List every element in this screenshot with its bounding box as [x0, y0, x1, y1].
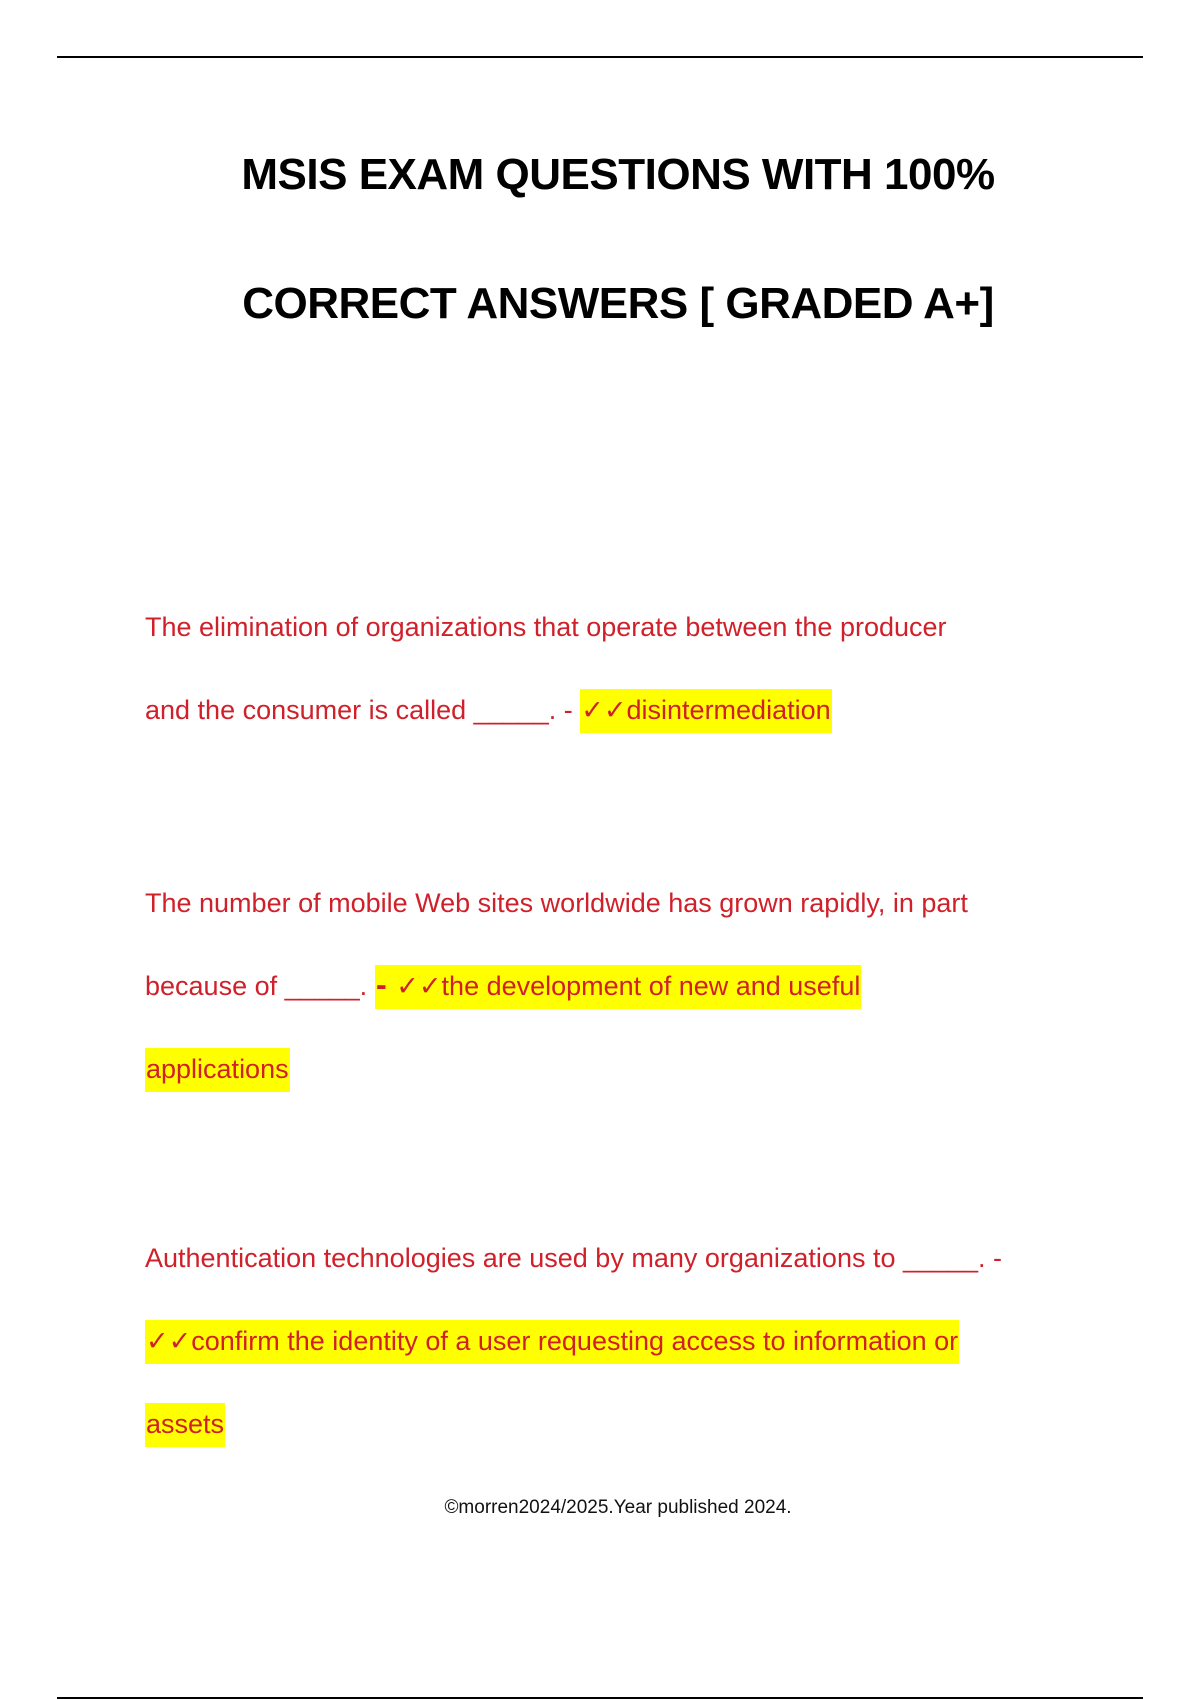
question-2-text-line-1: The number of mobile Web sites worldwide has grown rapidly, in part [145, 888, 968, 918]
question-1-answer-text: disintermediation [626, 695, 831, 725]
question-2-answer-text-2: applications [145, 1048, 290, 1092]
document-title-line-2: CORRECT ANSWERS [ GRADED A+] [242, 279, 994, 328]
question-2-prefix: because of _____. [145, 971, 375, 1001]
question-3-answer-text-1: confirm the identity of a user requesting access to information or [191, 1326, 959, 1356]
check-mark-icon: ✓✓ [581, 695, 627, 726]
question-block-1 [145, 586, 1105, 752]
check-mark-icon: - ✓✓ [375, 971, 442, 1002]
question-3-answer-text-2: assets [145, 1403, 225, 1447]
question-1-text-line-2 [145, 669, 1105, 752]
question-3-text-line-3 [145, 1383, 1105, 1466]
question-2-answer-text-1: the development of new and useful [441, 971, 861, 1001]
question-1-text-line-1: The elimination of organizations that operate between the producer [145, 612, 947, 642]
question-block-2 [145, 862, 1105, 1111]
question-2-answer [375, 965, 862, 1009]
question-3-text-line-2 [145, 1300, 1105, 1383]
copyright-footer: ©morren2024/2025.Year published 2024. [444, 1497, 792, 1518]
top-divider [57, 56, 1143, 58]
question-2-text-line-3 [145, 1028, 1105, 1111]
question-1-answer [580, 689, 831, 733]
question-3-text-line-1: Authentication technologies are used by many organizations to _____. - [145, 1243, 1003, 1273]
question-1-prefix: and the consumer is called _____. - [145, 695, 581, 725]
question-3-answer [145, 1320, 959, 1364]
document-title-line-1: MSIS EXAM QUESTIONS WITH 100% [241, 150, 995, 199]
check-mark-icon: ✓✓ [146, 1326, 192, 1357]
question-block-3 [145, 1217, 1105, 1466]
question-2-text-line-2 [145, 945, 1105, 1028]
bottom-divider [57, 1697, 1143, 1699]
